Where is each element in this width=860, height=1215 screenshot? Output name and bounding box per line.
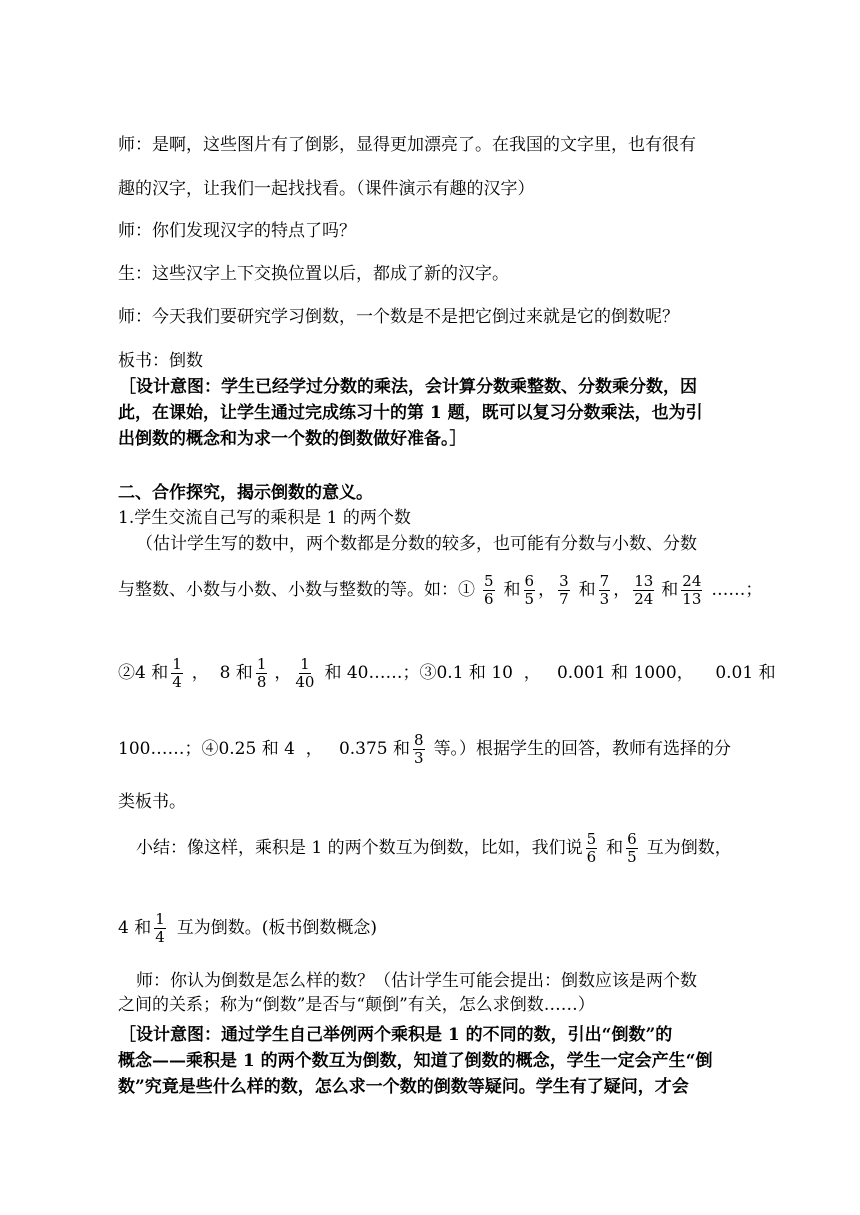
text-span: 和 <box>578 580 596 600</box>
text-span: 等。）根据学生的回答，教师有选择的分 <box>433 739 732 759</box>
denominator: 5 <box>524 589 535 608</box>
text-span: 4 和 <box>118 918 152 938</box>
numerator: 8 <box>414 730 424 749</box>
text-span: ， <box>538 580 556 600</box>
design-intent-line: ［设计意图：学生已经学过分数的乘法，会计算分数乘整数、分数乘分数，因 <box>119 377 697 397</box>
dialogue-line: 趣的汉字，让我们一起找找看。（课件演示有趣的汉字） <box>118 179 535 199</box>
fraction <box>413 732 425 767</box>
numerator: 7 <box>599 571 610 590</box>
fraction <box>256 656 268 691</box>
paragraph-line: （估计学生写的数中，两个数都是分数的较多，也可能有分数与小数、分数 <box>136 534 697 554</box>
summary-line <box>118 906 377 950</box>
text-span: ， <box>274 663 292 683</box>
denominator: 40 <box>295 672 315 691</box>
numerator: 24 <box>682 571 702 590</box>
fraction <box>633 573 654 608</box>
fraction <box>599 573 611 608</box>
text-span: ， 8 和 <box>191 663 253 683</box>
denominator: 5 <box>627 847 637 866</box>
paragraph-line-fractions <box>118 727 731 771</box>
text-span: ②4 和 <box>118 663 169 683</box>
fraction <box>483 573 495 608</box>
dialogue-line: 师：是啊，这些图片有了倒影，显得更加漂亮了。在我国的文字里，也有很有 <box>118 135 696 155</box>
text-span: 小结：像这样，乘积是 1 的两个数互为倒数，比如，我们说 <box>136 838 583 858</box>
numerator: 13 <box>634 571 654 590</box>
numerator: 6 <box>524 571 535 590</box>
fraction <box>586 831 598 866</box>
fraction <box>154 911 166 946</box>
summary-line <box>136 826 732 870</box>
denominator: 4 <box>155 927 165 946</box>
numerator: 1 <box>256 654 267 673</box>
numerator: 6 <box>627 829 637 848</box>
fraction <box>294 656 315 691</box>
fraction <box>524 573 536 608</box>
denominator: 7 <box>559 589 569 608</box>
text-span: 互为倒数。(板书倒数概念) <box>176 918 378 938</box>
denominator: 13 <box>682 589 702 608</box>
numerator: 3 <box>559 571 569 590</box>
numerator: 1 <box>155 909 165 928</box>
paragraph-line: 类板书。 <box>118 792 186 812</box>
design-intent-line: 此，在课始，让学生通过完成练习十的第 1 题，既可以复习分数乘法，也为引 <box>118 403 703 423</box>
paragraph-line: 师：你认为倒数是怎么样的数？（估计学生可能会提出：倒数应该是两个数 <box>136 971 697 991</box>
dialogue-line: 师：你们发现汉字的特点了吗？ <box>118 221 356 241</box>
design-intent-line: ［设计意图：通过学生自己举例两个乘积是 1 的不同的数，引出“倒数”的 <box>119 1025 673 1045</box>
numerator: 5 <box>484 571 494 590</box>
subsection-heading: 1.学生交流自己写的乘积是 1 的两个数 <box>118 508 411 528</box>
text-span: 和 <box>503 580 521 600</box>
text-span: 互为倒数， <box>646 838 732 858</box>
design-intent-line: 数”究竟是些什么样的数，怎么求一个数的倒数等疑问。学生有了疑问，才会 <box>118 1077 689 1097</box>
fraction <box>171 656 183 691</box>
numerator: 5 <box>586 829 597 848</box>
numerator: 1 <box>172 654 182 673</box>
section-heading: 二、合作探究，揭示倒数的意义。 <box>118 483 373 503</box>
fraction <box>681 573 702 608</box>
dialogue-line: 师：今天我们要研究学习倒数，一个数是不是把它倒过来就是它的倒数呢？ <box>118 307 679 327</box>
text-span: 和 40……；③0.1 和 10 ， 0.001 和 1000， 0.01 和 <box>324 663 776 683</box>
text-span: 和 <box>661 580 679 600</box>
denominator: 24 <box>634 589 654 608</box>
text-span: ……； <box>711 580 763 600</box>
fraction <box>558 573 570 608</box>
denominator: 4 <box>172 672 182 691</box>
denominator: 3 <box>414 748 424 767</box>
paragraph-line-fractions <box>118 568 762 612</box>
dialogue-line: 生：这些汉字上下交换位置以后，都成了新的汉字。 <box>118 264 509 284</box>
text-span: 与整数、小数与小数、小数与整数的等。如：① <box>118 580 475 600</box>
text-span: ， <box>613 580 631 600</box>
denominator: 6 <box>586 847 597 866</box>
design-intent-line: 出倒数的概念和为求一个数的倒数做好准备。］ <box>118 429 467 449</box>
paragraph-line: 之间的关系；称为“倒数”是否与“颠倒”有关，怎么求倒数……） <box>118 995 595 1015</box>
denominator: 6 <box>484 589 494 608</box>
numerator: 1 <box>300 654 310 673</box>
text-span: 100……；④0.25 和 4 ， 0.375 和 <box>118 739 411 759</box>
text-span: 和 <box>606 838 624 858</box>
fraction <box>626 831 638 866</box>
paragraph-line-fractions <box>118 651 776 695</box>
board-note: 板书：倒数 <box>118 351 203 371</box>
denominator: 3 <box>599 589 610 608</box>
denominator: 8 <box>256 672 267 691</box>
design-intent-line: 概念——乘积是 1 的两个数互为倒数，知道了倒数的概念，学生一定会产生“倒 <box>118 1051 713 1071</box>
